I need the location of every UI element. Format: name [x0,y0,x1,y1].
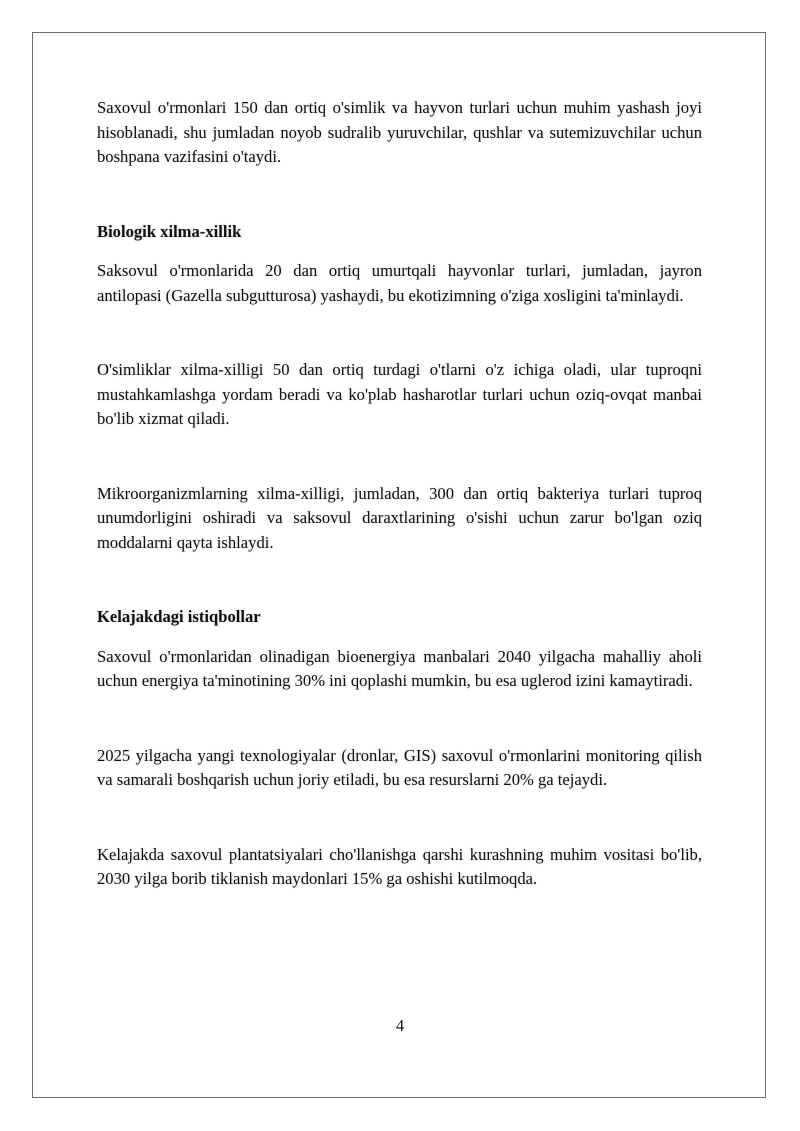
paragraph-technologies: 2025 yilgacha yangi texnologiyalar (dronlar, GIS) saxovul o'rmonlarini monitoring qilish va samarali boshqarish uchun joriy etiladi, bu esa resurslarni 20% ga tejaydi. [97,745,702,789]
heading-kelajakdagi-istiqbollar: Kelajakdagi istiqbollar [97,607,261,626]
page-number: 4 [395,1016,405,1035]
paragraph-vertebrates: Saksovul o'rmonlarida 20 dan ortiq umurtqali hayvonlar turlari, jumladan, jayron antilopasi (Gazella subgutturosa) yashaydi, bu ekotizimning o'ziga xosligini ta'minlaydi. [97,261,702,305]
paragraph-microorganisms: Mikroorganizmlarning xilma-xilligi, jumladan, 300 dan ortiq bakteriya turlari tuproq unumdorligini oshiradi va saksovul daraxtlarining o'sishi uchun zarur bo'lgan oziq moddalarni qayta ishlaydi. [97,483,702,552]
paragraph-bioenergy: Saxovul o'rmonlaridan olinadigan bioenergiya manbalari 2040 yilgacha mahalliy aholi uchun energiya ta'minotining 30% ini qoplashi mumkin, bu esa uglerod izini kamaytiradi. [97,646,702,690]
paragraph-plantations: Kelajakda saxovul plantatsiyalari cho'llanishga qarshi kurashning muhim vositasi bo'lib, 2030 yilga borib tiklanish maydonlari 15% ga oshishi kutilmoqda. [97,844,702,888]
heading-biologik-xilma-xillik: Biologik xilma-xillik [97,221,242,241]
page-content [97,96,702,892]
paragraph-plants: O'simliklar xilma-xilligi 50 dan ortiq turdagi o'tlarni o'z ichiga oladi, ular tuproqni mustahkamlashga yordam beradi va ko'plab hasharotlar turlari uchun oziq-ovqat manbai bo'lib xizmat qiladi. [97,360,702,428]
paragraph-intro: Saxovul o'rmonlari 150 dan ortiq o'simlik va hayvon turlari uchun muhim yashash joyi hisoblanadi, shu jumladan noyob sudralib yuruvchilar, qushlar va sutemizuvchilar uchun boshpana vazifasini o'taydi. [97,98,702,166]
